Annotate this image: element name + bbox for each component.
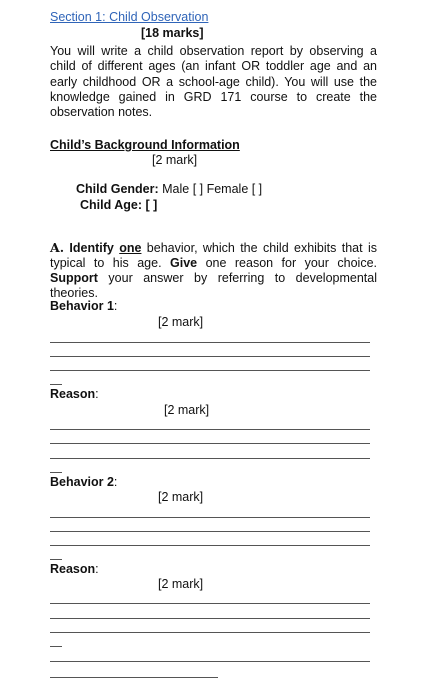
section-title: Section 1: Child Observation [50, 10, 209, 24]
answer-line-short [50, 384, 62, 385]
question-support: Support [50, 271, 98, 285]
answer-line [50, 517, 370, 518]
answer-line [50, 429, 370, 430]
question-text-3: your answer by referring to developmental theories. [50, 271, 377, 300]
answer-line [50, 356, 370, 357]
child-age-line: Child Age: [ ] [80, 198, 158, 212]
answer-line [50, 342, 370, 343]
answer-line-short [50, 559, 62, 560]
background-title: Child’s Background Information [50, 138, 240, 152]
question-text-2: one reason for your choice. [197, 256, 377, 270]
question-identify: Identify [64, 241, 120, 255]
question-text-1: behavior, which the child exhibits that is typical to his age. [50, 241, 377, 270]
intro-paragraph: You will write a child observation report by observing a child of different ages (an infant OR toddler age and an early childhood OR a school-age child). You will use the knowledge gained in GRD 171 course to create the observation notes. [50, 44, 377, 120]
answer-line [50, 632, 370, 633]
answer-line [50, 370, 370, 371]
answer-line-short [50, 472, 62, 473]
reason-1-label: Reason: [50, 387, 99, 401]
child-gender-label: Child Gender: [76, 182, 159, 196]
answer-line-short [50, 646, 62, 647]
child-gender-options: Male [ ] Female [ ] [158, 182, 263, 196]
answer-line [50, 545, 370, 546]
section-marks: [18 marks] [141, 26, 204, 40]
question-one: one [119, 241, 142, 255]
question-a [50, 240, 377, 301]
behavior-2-label: Behavior 2: [50, 475, 118, 489]
question-give: Give [170, 256, 198, 270]
behavior-1-label: Behavior 1: [50, 299, 118, 313]
background-marks: [2 mark] [152, 153, 198, 167]
child-gender-line [76, 182, 262, 196]
reason-2-label: Reason: [50, 562, 99, 576]
behavior-1-marks: [2 mark] [158, 315, 204, 329]
reason-1-marks: [2 mark] [164, 403, 210, 417]
answer-line [50, 618, 370, 619]
answer-line [50, 458, 370, 459]
answer-line [50, 531, 370, 532]
reason-2-marks: [2 mark] [158, 577, 204, 591]
question-letter: A. [50, 240, 65, 255]
behavior-2-marks: [2 mark] [158, 490, 204, 504]
answer-line-partial [50, 677, 218, 678]
answer-line [50, 661, 370, 662]
answer-line [50, 603, 370, 604]
answer-line [50, 443, 370, 444]
